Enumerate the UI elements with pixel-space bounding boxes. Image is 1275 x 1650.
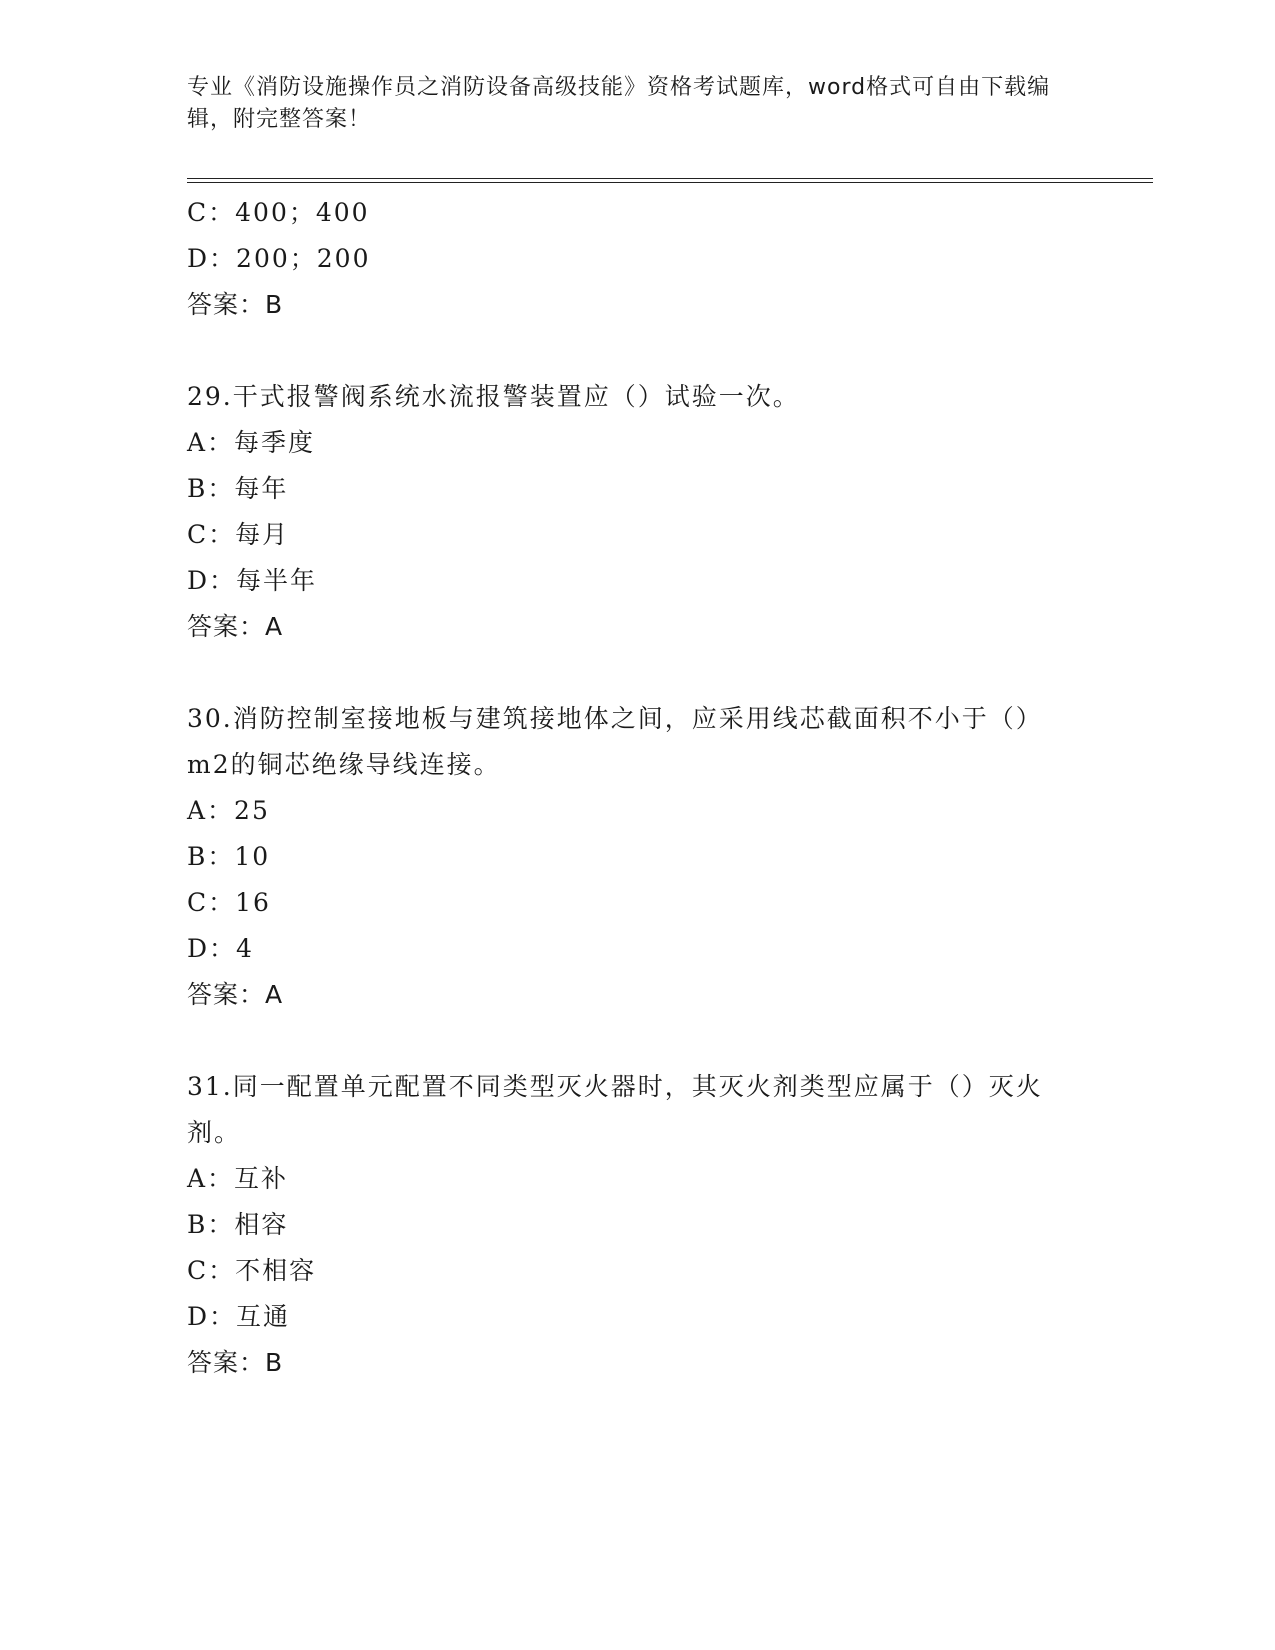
option-b: B：每年 (187, 474, 289, 503)
answer-line: 答案：B (187, 290, 284, 319)
question-31 (187, 1064, 1067, 1386)
option-a: A：25 (187, 796, 270, 825)
question-stem: 31.同一配置单元配置不同类型灭火器时，其灭火剂类型应属于（）灭火剂。 (187, 1072, 1043, 1147)
document-title: 专业《消防设施操作员之消防设备高级技能》资格考试题库，word格式可自由下载编辑，附完整答案！ (187, 75, 1051, 132)
option-c: C：400；400 (187, 198, 370, 227)
option-d: D：4 (187, 934, 254, 963)
option-a: A：每季度 (187, 428, 316, 457)
question-30 (187, 696, 1067, 1018)
header-divider-secondary (187, 182, 1153, 183)
header-divider (187, 178, 1153, 179)
option-c: C：不相容 (187, 1256, 317, 1285)
question-29 (187, 374, 1067, 650)
page-header (187, 72, 1067, 136)
option-d: D：每半年 (187, 566, 318, 595)
answer-line: 答案：B (187, 1348, 284, 1377)
answer-line: 答案：A (187, 612, 284, 641)
answer-line: 答案：A (187, 980, 284, 1009)
question-content (187, 190, 1067, 1386)
option-b: B：相容 (187, 1210, 289, 1239)
option-c: C：每月 (187, 520, 290, 549)
option-d: D：互通 (187, 1302, 291, 1331)
question-stem: 29.干式报警阀系统水流报警装置应（）试验一次。 (187, 382, 800, 411)
option-c: C：16 (187, 888, 271, 917)
option-d: D：200；200 (187, 244, 371, 273)
option-a: A：互补 (187, 1164, 289, 1193)
continued-question (187, 190, 1067, 328)
option-b: B：10 (187, 842, 271, 871)
question-stem: 30.消防控制室接地板与建筑接地体之间，应采用线芯截面积不小于（）m2的铜芯绝缘导线连接。 (187, 704, 1043, 779)
